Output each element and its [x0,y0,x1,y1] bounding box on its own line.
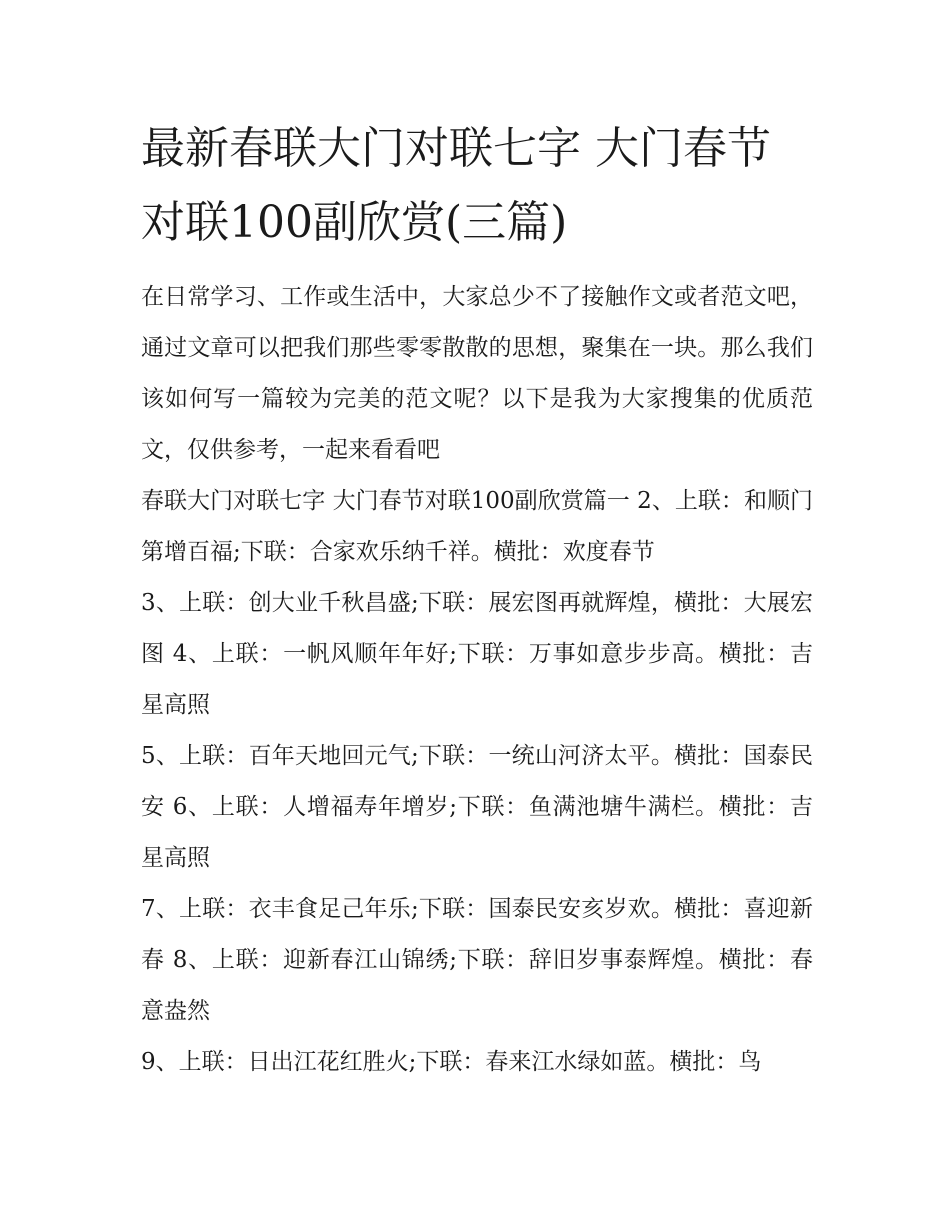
document-page [141,112,813,1088]
intro-paragraph: 在日常学习、工作或生活中，大家总少不了接触作文或者范文吧，通过文章可以把我们那些零零散散的思想，聚集在一块。那么我们该如何写一篇较为完美的范文呢？以下是我为大家搜集的优质范文，仅供参考，一起来看看吧 [141,284,813,463]
couplet-paragraph-2: 3、上联：创大业千秋昌盛;下联：展宏图再就辉煌，横批：大展宏图 4、上联：一帆风顺年年好;下联：万事如意步步高。横批：吉星高照 [141,590,813,718]
couplet-paragraph-1: 春联大门对联七字 大门春节对联100副欣赏篇一 2、上联：和顺门第增百福;下联：合家欢乐纳千祥。横批：欢度春节 [141,488,813,565]
couplet-paragraph-4: 7、上联：衣丰食足己年乐;下联：国泰民安亥岁欢。横批：喜迎新春 8、上联：迎新春江山锦绣;下联：辞旧岁事泰辉煌。横批：春意盎然 [141,896,813,1024]
couplet-paragraph-3: 5、上联：百年天地回元气;下联：一统山河济太平。横批：国泰民安 6、上联：人增福寿年增岁;下联：鱼满池塘牛满栏。横批：吉星高照 [141,743,813,871]
couplet-paragraph-5: 9、上联：日出江花红胜火;下联：春来江水绿如蓝。横批：鸟 [141,1049,762,1075]
document-title: 最新春联大门对联七字 大门春节对联100副欣赏(三篇) [141,123,771,248]
